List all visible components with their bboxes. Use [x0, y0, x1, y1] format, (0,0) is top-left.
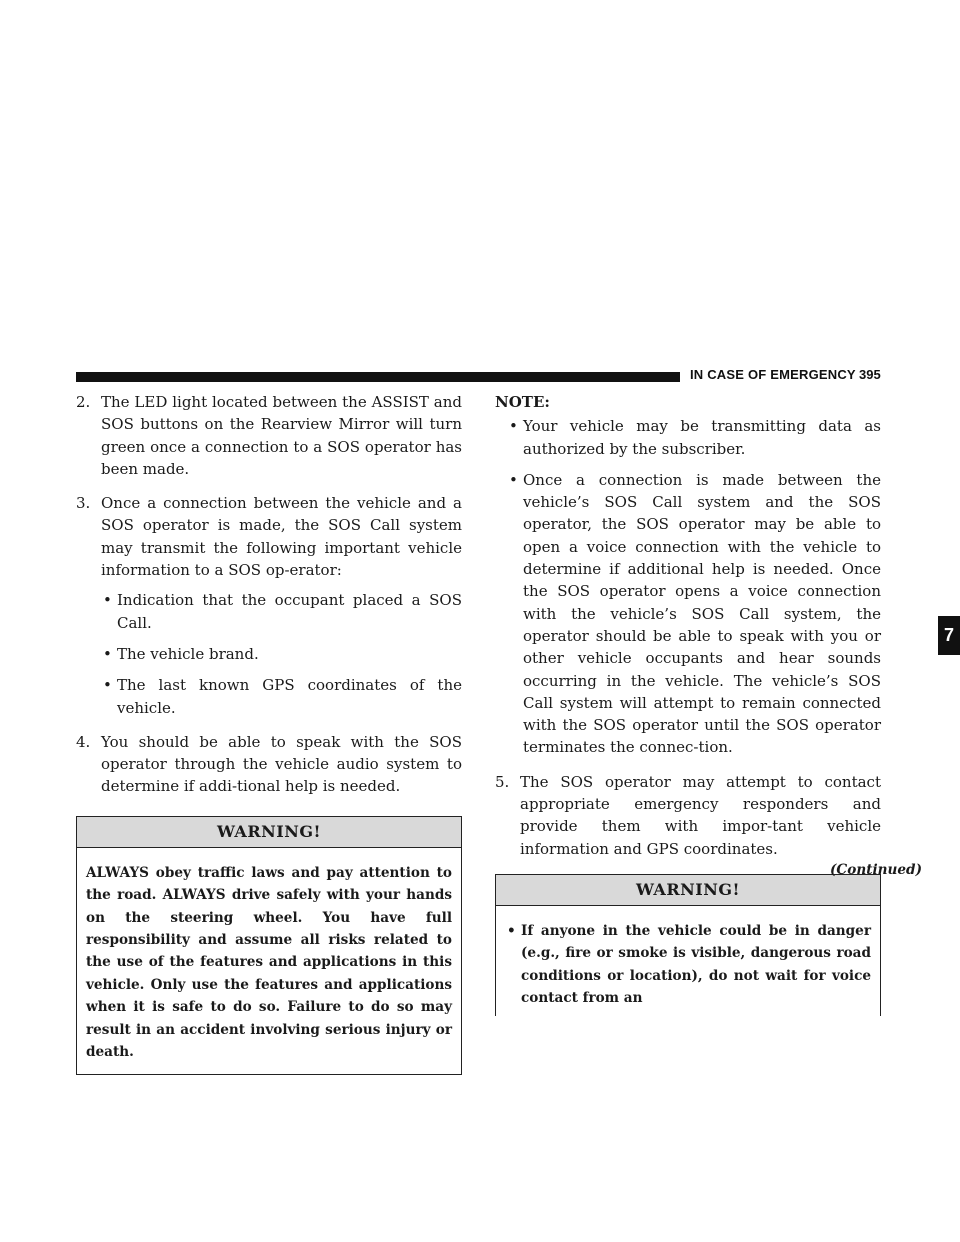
step-number: 4. [76, 732, 91, 751]
warning-title: WARNING! [496, 875, 880, 906]
list-item-text: The vehicle brand. [117, 644, 259, 663]
page-number: 395 [859, 367, 881, 382]
bullet-icon: • [103, 591, 112, 610]
bullet-icon: • [507, 922, 516, 939]
step-text: You should be able to speak with the SOS operator through the vehicle audio system to determine if addi-tional help is needed. [101, 732, 462, 796]
step-text: The LED light located between the ASSIST and SOS buttons on the Rearview Mirror will turn green once a connection to a SOS operator has been made. [101, 393, 462, 478]
list-item [507, 920, 871, 1010]
warning-box [76, 816, 462, 1076]
bullet-icon: • [509, 470, 518, 489]
step-3 [76, 492, 462, 719]
step-2 [76, 391, 462, 480]
step-number: 2. [76, 393, 91, 411]
list-item-text: Indication that the occupant placed a SOS Call. [117, 591, 462, 632]
warning-body [496, 906, 880, 1016]
list-item-text: Your vehicle may be transmitting data as authorized by the subscriber. [523, 417, 881, 458]
list-item [103, 674, 462, 719]
bullet-icon: • [509, 417, 518, 436]
note-bullet-list [507, 415, 881, 758]
step-number: 3. [76, 494, 91, 513]
left-column [76, 391, 462, 1075]
list-item-text: If anyone in the vehicle could be in danger (e.g., fire or smoke is visible, dangerous road conditions or location), do not wait for voice contact from an [521, 922, 871, 1007]
list-item [103, 589, 462, 634]
right-column [495, 391, 881, 1016]
step-text: Once a connection between the vehicle and a SOS operator is made, the SOS Call system may transmit the following important vehicle information to a SOS op-erator: [101, 494, 462, 580]
warning-body: ALWAYS obey traffic laws and pay attention to the road. ALWAYS drive safely with your hands on the steering wheel. You have full responsibility and assume all risks related to the use of the features and applications in this vehicle. Only use the features and applications when it is safe to do so. Failure to do so may result in an accident involving serious injury or death. [86, 864, 452, 1060]
step-text: The SOS operator may attempt to contact appropriate emergency responders and provide them with impor-tant vehicle information and GPS coordinates. [520, 772, 881, 858]
warning-title: WARNING! [77, 817, 461, 848]
header-rule [76, 372, 680, 382]
list-item-text: Once a connection is made between the vehicle’s SOS Call system and the SOS operator, the SOS operator may be able to open a voice connection with the vehicle to determine if additional help is needed. Once the SOS operator opens a voice connection with the vehicle’s SOS Call system, the operator should be able to speak with you or other vehicle occupants and hear sounds occurring in the vehicle. The vehicle’s SOS Call system will attempt to remain connected with the SOS operator until the SOS operator terminates the connec-tion. [523, 470, 881, 757]
step-3-bullet-list [101, 589, 462, 718]
list-item [509, 415, 881, 460]
chapter-tab: 7 [938, 616, 960, 655]
bullet-icon: • [103, 644, 112, 663]
warning-box [495, 874, 881, 1016]
list-item [103, 643, 462, 665]
continued-label: (Continued) [830, 862, 922, 878]
step-4 [76, 731, 462, 798]
section-title: IN CASE OF EMERGENCY [690, 367, 856, 382]
step-5 [495, 771, 881, 860]
note-label: NOTE: [495, 393, 550, 411]
step-number: 5. [495, 772, 510, 791]
bullet-icon: • [103, 676, 112, 695]
list-item-text: The last known GPS coordinates of the vehicle. [117, 676, 462, 717]
list-item [509, 469, 881, 759]
